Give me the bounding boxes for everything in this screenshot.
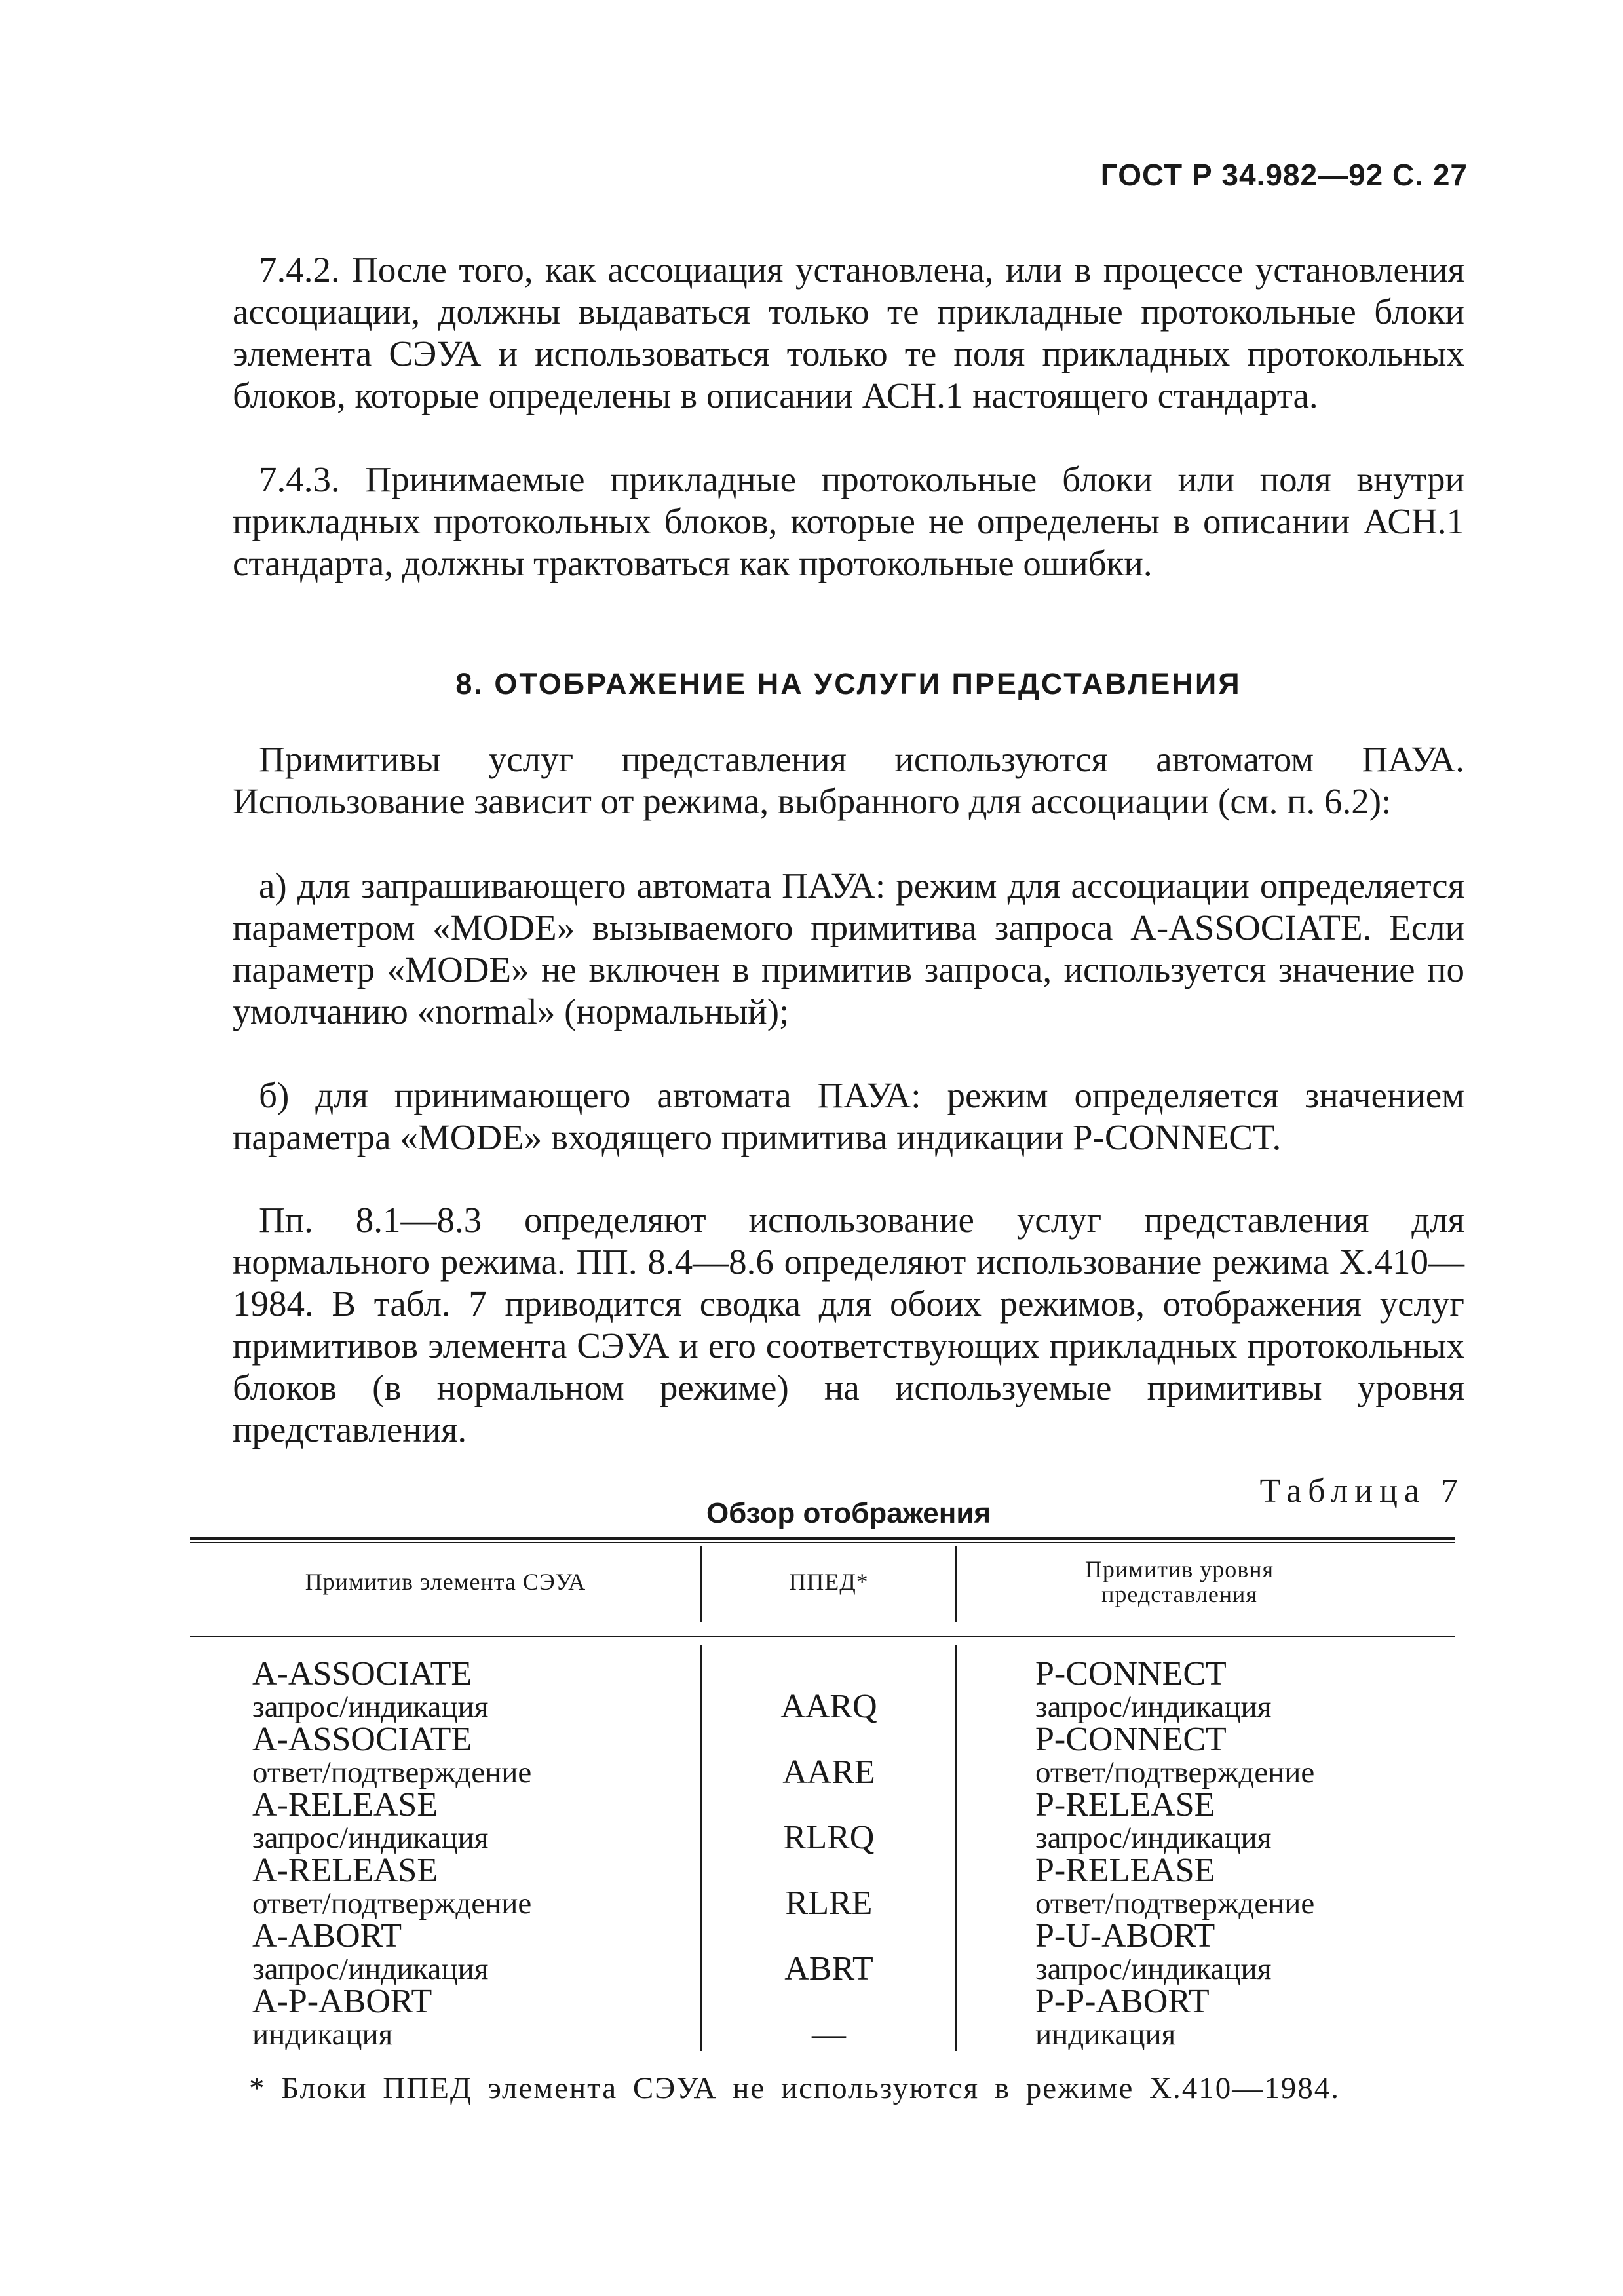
- table-cell: P-CONNECT: [1035, 1721, 1227, 1758]
- body-divider-1: [700, 1645, 702, 2051]
- table-label: Таблица 7: [1259, 1472, 1464, 1510]
- table-cell: A-P-ABORT: [252, 1983, 432, 2020]
- table-cell: [704, 1723, 953, 1756]
- table-cell: AARQ: [780, 1688, 877, 1725]
- header-col-primitive: Примитив элемента СЭУА: [305, 1569, 586, 1595]
- table-title: Обзор отображения: [706, 1497, 991, 1529]
- paragraph-item-b: б) для принимающего автомата ПАУА: режим определяется значением параметра «MODE» входящего примитива индикации P-CONNECT.: [233, 1075, 1464, 1157]
- table-cell: ответ/подтверждение: [252, 1886, 532, 1921]
- table-cell: A-RELEASE: [252, 1852, 438, 1889]
- table-cell: [704, 1920, 953, 1953]
- table-cell: A-ASSOCIATE: [252, 1655, 472, 1693]
- table-top-rule: [190, 1537, 1455, 1543]
- table-cell: ответ/подтверждение: [1035, 1886, 1315, 1921]
- table-cell: [704, 1985, 953, 2018]
- table-cell: P-CONNECT: [1035, 1655, 1227, 1693]
- table-cell: индикация: [252, 2018, 393, 2052]
- table-cell: —: [812, 2016, 846, 2053]
- table-cell: A-RELEASE: [252, 1786, 438, 1824]
- table-footnote: * Блоки ППЕД элемента СЭУА не используются в режиме X.410—1984.: [249, 2071, 1341, 2105]
- header-col-presentation: Примитив уровня представления: [1084, 1556, 1274, 1607]
- table-cell: RLRE: [785, 1885, 873, 1922]
- table-cell: ABRT: [784, 1950, 873, 1987]
- table-cell: запрос/индикация: [252, 1690, 489, 1724]
- table-cell: ответ/подтверждение: [252, 1755, 532, 1789]
- header-divider-2: [955, 1546, 957, 1622]
- table-cell: запрос/индикация: [252, 1952, 489, 1986]
- table-cell: A-ASSOCIATE: [252, 1721, 472, 1758]
- table-cell: P-RELEASE: [1035, 1852, 1215, 1889]
- paragraph-summary: Пп. 8.1—8.3 определяют использование услуг представления для нормального режима. ПП. 8.4—8.6 определяют использование режима X.410—1984. В табл. 7 приводится сводка для обоих режимов, отображения услуг примитивов элемента СЭУА и его соответствующих прикладных протокольных блоков (в нормальном режиме) на используемые примитивы уровня представления.: [233, 1200, 1464, 1449]
- column-acse-primitives: [252, 1655, 698, 2052]
- column-presentation-primitives: [1035, 1655, 1455, 2052]
- paragraph-7-4-2: 7.4.2. После того, как ассоциация установлена, или в процессе установления ассоциации, должны выдаваться только те прикладные протокольные блоки элемента СЭУА и использоваться только те поля прикладных протокольных блоков, которые определены в описании АСН.1 настоящего стандарта.: [233, 250, 1464, 415]
- table-cell: [704, 1854, 953, 1887]
- paragraph-7-4-3: 7.4.3. Принимаемые прикладные протокольные блоки или поля внутри прикладных протокольных блоков, которые не определены в описании АСН.1 стандарта, должны трактоваться как протокольные ошибки.: [233, 459, 1464, 583]
- running-header: ГОСТ Р 34.982—92 С. 27: [1100, 158, 1468, 192]
- table-cell: A-ABORT: [252, 1917, 402, 1955]
- table-cell: ответ/подтверждение: [1035, 1755, 1315, 1789]
- body-divider-2: [955, 1645, 957, 2051]
- section-heading: 8. ОТОБРАЖЕНИЕ НА УСЛУГИ ПРЕДСТАВЛЕНИЯ: [455, 667, 1242, 700]
- paragraph-item-a: а) для запрашивающего автомата ПАУА: режим для ассоциации определяется параметром «MODE» вызываемого примитива запроса A-ASSOCIATE. Если параметр «MODE» не включен в примитив запроса, используется значение по умолчанию «normal» (нормальный);: [233, 866, 1464, 1031]
- table-cell: P-P-ABORT: [1035, 1983, 1210, 2020]
- table-cell: P-U-ABORT: [1035, 1917, 1215, 1955]
- table-cell: запрос/индикация: [1035, 1821, 1272, 1855]
- header-col-apdu: ППЕД*: [789, 1569, 869, 1595]
- table-cell: запрос/индикация: [1035, 1690, 1272, 1724]
- table-cell: [704, 1658, 953, 1691]
- paragraph-intro: Примитивы услуг представления используются автоматом ПАУА. Использование зависит от режима, выбранного для ассоциации (см. п. 6.2):: [233, 739, 1464, 821]
- table-cell: [704, 1789, 953, 1822]
- column-apdu: [704, 1658, 953, 2051]
- table-cell: запрос/индикация: [1035, 1952, 1272, 1986]
- table-cell: RLRQ: [783, 1819, 875, 1856]
- table-cell: запрос/индикация: [252, 1821, 489, 1855]
- table-cell: P-RELEASE: [1035, 1786, 1215, 1824]
- table-header-rule: [190, 1636, 1455, 1637]
- table-cell: индикация: [1035, 2018, 1176, 2052]
- table-cell: AARE: [782, 1753, 875, 1791]
- header-divider-1: [700, 1546, 702, 1622]
